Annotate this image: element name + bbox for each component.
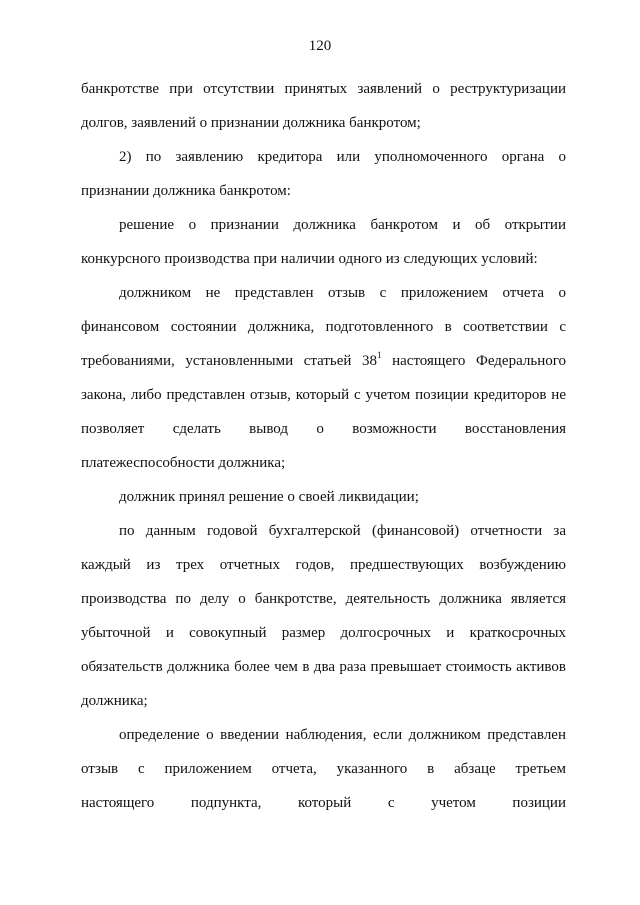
text-line	[81, 616, 566, 650]
text-line	[81, 412, 566, 446]
document-text-body	[81, 72, 566, 820]
page-number: 120	[308, 38, 332, 54]
text-line-content: производства по делу о банкротстве, деятельность должника является	[81, 591, 566, 607]
text-line	[81, 208, 566, 242]
text-line	[81, 684, 566, 718]
text-line	[81, 378, 566, 412]
text-line-content: конкурсного производства при наличии одного из следующих условий:	[81, 251, 538, 267]
text-line-content: финансовом состоянии должника, подготовленного в соответствии с	[81, 319, 566, 335]
text-line	[81, 446, 566, 480]
text-line-content: закона, либо представлен отзыв, который с учетом позиции кредиторов не	[81, 387, 566, 403]
text-line-content: 2) по заявлению кредитора или уполномоченного органа о	[119, 149, 566, 165]
text-line	[81, 514, 566, 548]
text-line	[81, 140, 566, 174]
text-line	[81, 174, 566, 208]
text-line-content: обязательств должника более чем в два раза превышает стоимость активов	[81, 659, 566, 675]
text-line	[81, 582, 566, 616]
text-line	[81, 786, 566, 820]
text-line-content: убыточной и совокупный размер долгосрочных и краткосрочных	[81, 625, 566, 641]
text-line-content: банкротстве при отсутствии принятых заявлений о реструктуризации	[81, 81, 566, 97]
text-line	[81, 344, 566, 378]
text-line-content: настоящего подпункта, который с учетом позиции	[81, 795, 566, 811]
text-line-content: по данным годовой бухгалтерской (финансовой) отчетности за	[119, 523, 566, 539]
text-line-content: признании должника банкротом:	[81, 183, 291, 199]
text-line	[81, 650, 566, 684]
text-line	[81, 718, 566, 752]
text-line-content: каждый из трех отчетных годов, предшествующих возбуждению	[81, 557, 566, 573]
text-line	[81, 548, 566, 582]
text-line	[81, 480, 566, 514]
text-line-content: долгов, заявлений о признании должника банкротом;	[81, 115, 421, 131]
text-line-content: должника;	[81, 693, 148, 709]
text-line-content: отзыв с приложением отчета, указанного в абзаце третьем	[81, 761, 566, 777]
text-line-content: решение о признании должника банкротом и об открытии	[119, 217, 566, 233]
text-line-content: платежеспособности должника;	[81, 455, 286, 471]
text-line	[81, 242, 566, 276]
text-line-content: должник принял решение о своей ликвидации;	[119, 489, 419, 505]
superscript-index: 1	[377, 350, 382, 360]
text-line-content: требованиями, установленными статьей 38	[81, 353, 378, 369]
text-line	[81, 752, 566, 786]
text-line	[81, 106, 566, 140]
text-line	[81, 276, 566, 310]
text-line	[81, 72, 566, 106]
text-line-content: должником не представлен отзыв с приложением отчета о	[119, 285, 566, 301]
text-line-content: позволяет сделать вывод о возможности восстановления	[81, 421, 566, 437]
text-line-continuation: настоящего Федерального	[381, 353, 566, 369]
text-line	[81, 310, 566, 344]
text-line-content: определение о введении наблюдения, если должником представлен	[119, 727, 566, 743]
